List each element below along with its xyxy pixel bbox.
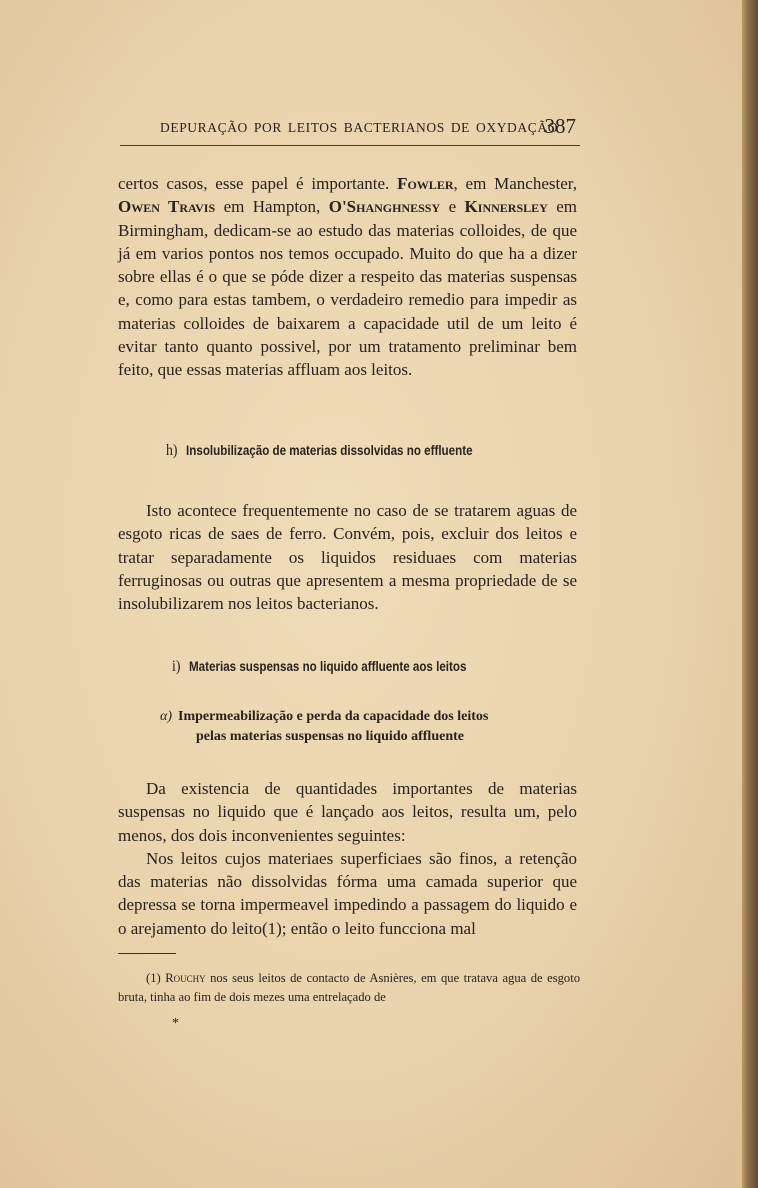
subsection-title-line2: pelas materias suspensas no liquido affluente	[196, 729, 464, 744]
paragraph-suspended-matter	[118, 777, 577, 940]
paragraph-text: Nos leitos cujos materiaes superficiaes são finos, a retenção das materias não dissolvidas fórma uma camada superior que depressa se torna impermeavel impedindo a passagem do liquido e o arejamento do leito(1); então o leito funcciona mal	[118, 848, 577, 938]
footnote-rule	[118, 953, 176, 954]
section-title: Materias suspensas no liquido affluente aos leitos	[189, 659, 467, 674]
text-run: , em Manchester,	[453, 174, 577, 193]
text-run: em Birmingham, dedicam-se ao estudo das materias colloides, de que já em varios pontos nos temos occupado. Muito do que ha a dizer sobre ellas é o que se póde dizer a respeito das materias suspensas e, como para estas tambem, o verdadeiro remedio para impedir as materias colloides de baixarem a capacidade util de um leito é evitar tanto quanto possivel, por um tratamento preliminar bem feito, que essas materias affluam aos leitos.	[118, 197, 577, 380]
paragraph-text: Da existencia de quantidades importantes de materias suspensas no liquido que é lançado aos leitos, resulta um, pelo menos, dos dois inconvenientes seguintes:	[118, 779, 577, 845]
signature-mark: *	[172, 1016, 179, 1031]
header-rule	[120, 145, 580, 146]
section-letter: i)	[172, 658, 181, 675]
author-name: Owen Travis	[118, 197, 216, 217]
section-title: Insolubilização de materias dissolvidas no effluente	[186, 443, 473, 458]
subsection-title-line1: Impermeabilização e perda da capacidade dos leitos	[178, 709, 489, 724]
footnote	[118, 969, 580, 1007]
footnote-author: Rouchy	[165, 971, 206, 985]
paragraph-iron-salts	[118, 499, 577, 615]
page-number: 387	[544, 114, 576, 138]
text-run: em Hampton,	[215, 197, 329, 217]
footnote-text: nos seus leitos de contacto de Asnières, em que tratava agua de esgoto bruta, tinha ao fim de dois mezes uma entrelaçado de	[118, 971, 580, 1004]
subsection-letter: α)	[160, 709, 173, 724]
section-letter: h)	[166, 442, 178, 459]
subsection-heading-alpha	[160, 707, 540, 747]
author-name: Fowler	[397, 174, 454, 193]
section-heading-h	[166, 442, 473, 460]
paragraph-text: Isto acontece frequentemente no caso de se tratarem aguas de esgoto ricas de saes de ferro. Convém, pois, excluir dos leitos e tratar separadamente os liquidos residuaes com materias ferruginosas ou outras que apresentem a mesma propriedade de se insolubilizarem nos leitos bacterianos.	[118, 501, 577, 614]
text-run: certos casos, esse papel é importante.	[118, 174, 398, 193]
running-header	[120, 112, 580, 146]
page-edge	[742, 0, 758, 1188]
footnote-marker: (1)	[146, 971, 166, 985]
author-name: Kinnersley	[464, 197, 548, 217]
running-title: DEPURAÇÃO POR LEITOS BACTERIANOS DE OXYDAÇÃO	[160, 120, 559, 135]
paragraph-colloids	[118, 172, 577, 382]
author-name: O'Shanghnessy	[328, 197, 441, 217]
section-heading-i	[172, 658, 466, 676]
text-run: e	[440, 197, 465, 217]
